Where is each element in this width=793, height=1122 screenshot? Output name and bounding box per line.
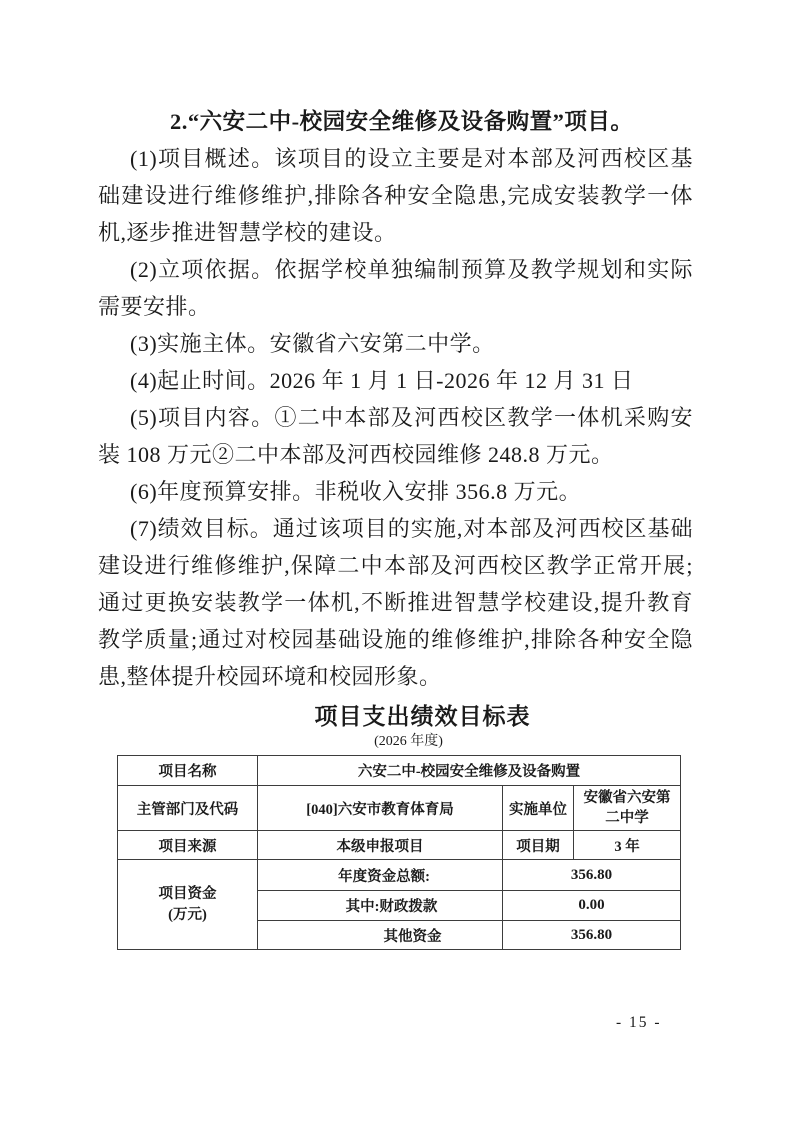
paragraph-annual-budget: (6)年度预算安排。非税收入安排 356.8 万元。	[130, 479, 582, 504]
paragraph-performance-target: (7)绩效目标。通过该项目的实施,对本部及河西校区基础建设进行维修维护,保障二中本部及河西校区教学正常开展;通过更换安装教学一体机,不断推进智慧学校建设,提升教育教学质量;通过对校园基础设施的维修维护,排除各种安全隐患,整体提升校园环境和校园形象。	[98, 516, 693, 689]
cell-fiscal-allocation-label: 其中:财政拨款	[258, 891, 503, 921]
cell-project-source-value: 本级申报项目	[258, 831, 503, 860]
funds-label-line2: (万元)	[168, 906, 207, 923]
cell-annual-total-label: 年度资金总额:	[258, 860, 503, 891]
funds-label-line1: 项目资金	[158, 885, 217, 902]
table-row	[118, 786, 681, 831]
cell-department-value: [040]六安市教育体育局	[258, 786, 503, 831]
table-title: 项目支出绩效目标表	[314, 704, 531, 729]
cell-implementing-unit-value: 安徽省六安第二中学	[574, 786, 681, 831]
paragraph-project-basis: (2)立项依据。依据学校单独编制预算及教学规划和实际需要安排。	[98, 257, 693, 319]
cell-project-name-label: 项目名称	[118, 756, 258, 786]
cell-project-source-label: 项目来源	[118, 831, 258, 860]
cell-department-label: 主管部门及代码	[118, 786, 258, 831]
table-row	[118, 860, 681, 891]
paragraph-project-content: (5)项目内容。①二中本部及河西校区教学一体机采购安装 108 万元②二中本部及河西校园维修 248.8 万元。	[98, 405, 693, 467]
cell-project-period-value: 3 年	[574, 831, 681, 860]
table-subtitle-year: (2026 年度)	[374, 734, 443, 749]
table-row	[118, 756, 681, 786]
cell-implementing-unit-label: 实施单位	[503, 786, 574, 831]
cell-project-funds-label	[118, 860, 258, 950]
page-content	[98, 103, 693, 950]
cell-project-name-value: 六安二中-校园安全维修及设备购置	[258, 756, 681, 786]
cell-project-period-label: 项目期	[503, 831, 574, 860]
table-row	[118, 831, 681, 860]
cell-annual-total-amount: 356.80	[503, 860, 681, 891]
section-heading: 2.“六安二中-校园安全维修及设备购置”项目。	[170, 109, 634, 134]
performance-target-table	[117, 755, 681, 950]
paragraph-project-overview: (1)项目概述。该项目的设立主要是对本部及河西校区基础建设进行维修维护,排除各种安全隐患,完成安装教学一体机,逐步推进智慧学校的建设。	[98, 146, 693, 245]
paragraph-implementing-body: (3)实施主体。安徽省六安第二中学。	[130, 331, 495, 356]
cell-fiscal-allocation-amount: 0.00	[503, 891, 681, 921]
paragraph-time-span: (4)起止时间。2026 年 1 月 1 日-2026 年 12 月 31 日	[130, 368, 634, 393]
cell-other-funds-amount: 356.80	[503, 921, 681, 950]
cell-other-funds-label: 其他资金	[258, 921, 503, 950]
page-number: - 15 -	[616, 1014, 662, 1031]
